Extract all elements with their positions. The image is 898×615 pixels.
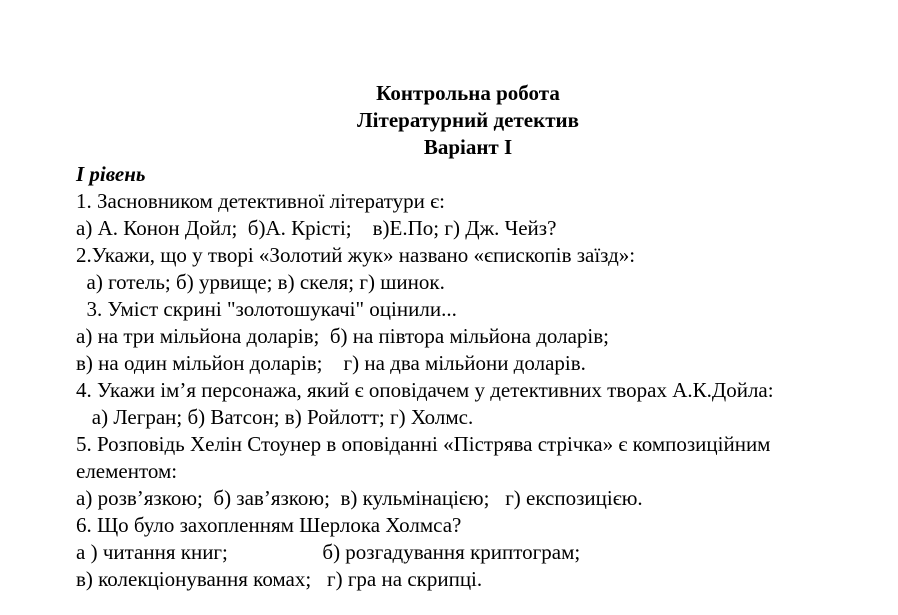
- document-title: Контрольна робота: [376, 81, 560, 105]
- question-5-continuation: елементом:: [76, 459, 178, 483]
- variant-heading: Варіант І: [423, 135, 513, 159]
- question-3-options-a: а) на три мільйона доларів; б) на півтора мільйона доларів;: [76, 324, 610, 348]
- question-5: 5. Розповідь Хелін Стоунер в оповіданні «Пістрява стрічка» є композиційним: [76, 432, 771, 456]
- question-3: 3. Уміст скрині "золотошукачі" оцінили...: [76, 297, 457, 321]
- question-6-options-b: в) колекціонування комах; г) гра на скрипці.: [76, 567, 483, 591]
- question-1-options: а) А. Конон Дойл; б)А. Крісті; в)Е.По; г) Дж. Чейз?: [76, 216, 557, 240]
- question-2-options: а) готель; б) урвище; в) скеля; г) шинок.: [76, 270, 445, 294]
- question-6: 6. Що було захопленням Шерлока Холмса?: [76, 513, 462, 537]
- question-3-options-b: в) на один мільйон доларів; г) на два мільйони доларів.: [76, 351, 586, 375]
- question-5-options: а) розв’язкою; б) зав’язкою; в) кульмінацією; г) експозицією.: [76, 486, 643, 510]
- level-heading: І рівень: [76, 162, 146, 186]
- question-6-options-a: а ) читання книг; б) розгадування криптограм;: [76, 540, 581, 564]
- question-1: 1. Засновником детективної літератури є:: [76, 189, 445, 213]
- question-2: 2.Укажи, що у творі «Золотий жук» названо «єпископів заїзд»:: [76, 243, 636, 267]
- question-4-options: а) Легран; б) Ватсон; в) Ройлотт; г) Холмс.: [76, 405, 474, 429]
- document-subtitle: Літературний детектив: [357, 108, 579, 132]
- question-4: 4. Укажи ім’я персонажа, який є оповідачем у детективних творах А.К.Дойла:: [76, 378, 774, 402]
